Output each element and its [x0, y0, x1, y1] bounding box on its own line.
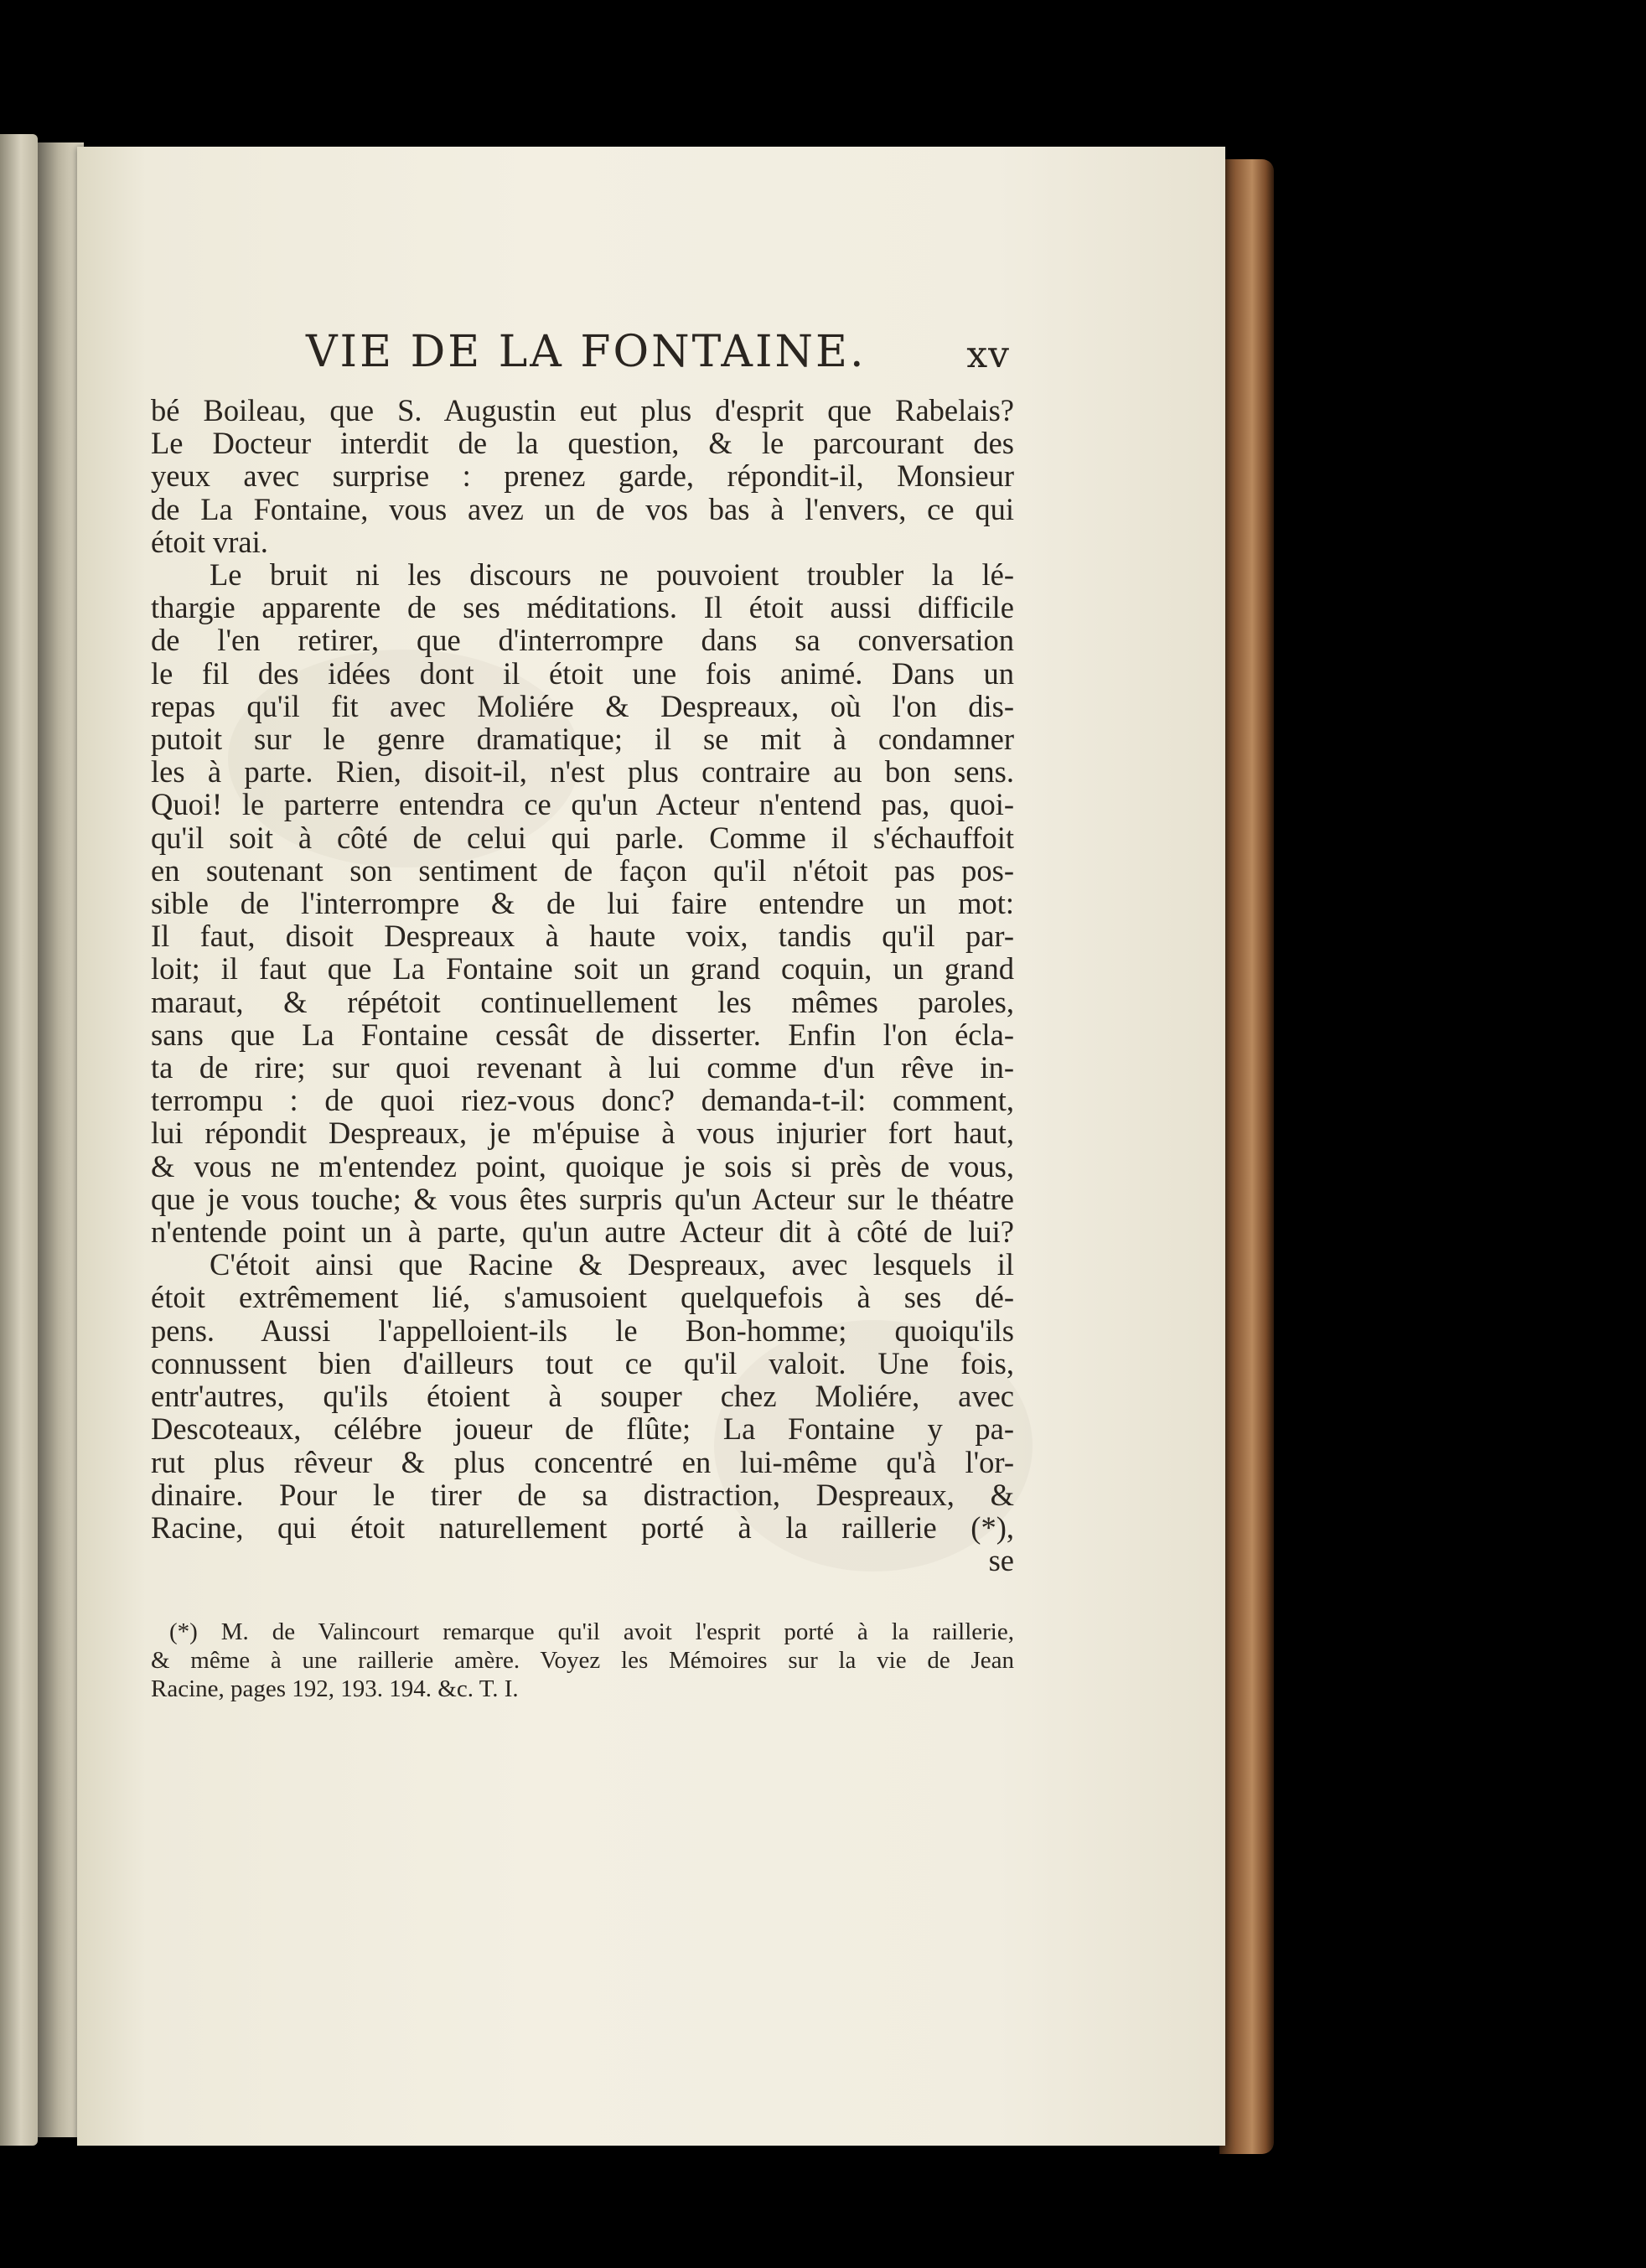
left-page-edge — [0, 134, 38, 2146]
text-line: Le bruit ni les discours ne pouvoient troubler la lé- — [210, 557, 1014, 593]
text-line: repas qu'il fit avec Moliére & Despreaux, où l'on dis- — [151, 688, 1014, 723]
text-line: de l'en retirer, que d'interrompre dans sa conversation — [151, 623, 1014, 658]
text-line: yeux avec surprise : prenez garde, répondit-il, Monsieur — [151, 458, 1014, 494]
text-line: lui répondit Despreaux, je m'épuise à vous injurier fort haut, — [151, 1116, 1014, 1151]
text-line: n'entende point un à parte, qu'un autre Acteur dit à côté de lui? — [151, 1214, 1014, 1250]
text-line: le fil des idées dont il étoit une fois animé. Dans un — [151, 655, 1014, 691]
running-title: VIE DE LA FONTAINE. — [306, 327, 867, 377]
text-line: entr'autres, qu'ils étoient à souper chez Moliére, avec — [151, 1379, 1014, 1414]
running-header — [306, 327, 1010, 386]
text-line: qu'il soit à côté de celui qui parle. Comme il s'échauffoit — [151, 820, 1014, 855]
text-line: dinaire. Pour le tirer de sa distraction, Despreaux, & — [151, 1477, 1014, 1512]
footnote — [151, 1618, 1014, 1703]
text-line: bé Boileau, que S. Augustin eut plus d'esprit que Rabelais? — [151, 393, 1014, 427]
main-text — [151, 394, 1014, 1577]
page-number: xv — [966, 334, 1010, 376]
text-line: les à parte. Rien, disoit-il, n'est plus contraire au bon sens. — [151, 754, 1014, 790]
footnote-line: Racine, pages 192, 193. 194. &c. T. I. — [151, 1675, 519, 1702]
text-line: ta de rire; sur quoi revenant à lui comme d'un rêve in- — [151, 1050, 1014, 1085]
text-line: étoit extrêmement lié, s'amusoient quelquefois à ses dé- — [151, 1280, 1014, 1315]
text-line: sans que La Fontaine cessât de disserter. Enfin l'on écla- — [151, 1017, 1014, 1052]
catchword: se — [988, 1543, 1014, 1578]
footnote-line: & même à une raillerie amère. Voyez les Mémoires sur la vie de Jean — [151, 1647, 1014, 1674]
text-line: loit; il faut que La Fontaine soit un grand coquin, un grand — [151, 951, 1014, 986]
text-line: C'étoit ainsi que Racine & Despreaux, avec lesquels il — [210, 1247, 1014, 1282]
text-line: rut plus rêveur & plus concentré en lui-même qu'à l'or- — [151, 1444, 1014, 1479]
text-line: putoit sur le genre dramatique; il se mit à condamner — [151, 722, 1014, 757]
text-line: & vous ne m'entendez point, quoique je sois si près de vous, — [151, 1148, 1014, 1183]
text-line: sible de l'interrompre & de lui faire entendre un mot: — [151, 886, 1014, 921]
text-line: maraut, & répétoit continuellement les mêmes paroles, — [151, 984, 1014, 1019]
text-line: en soutenant son sentiment de façon qu'il n'étoit pas pos- — [151, 852, 1014, 888]
text-line: Il faut, disoit Despreaux à haute voix, tandis qu'il par- — [151, 919, 1014, 954]
text-line: thargie apparente de ses méditations. Il étoit aussi difficile — [151, 590, 1014, 625]
text-line: étoit vrai. — [151, 524, 268, 559]
text-line: Le Docteur interdit de la question, & le parcourant des — [151, 426, 1014, 461]
text-line: terrompu : de quoi riez-vous donc? demanda-t-il: comment, — [151, 1083, 1014, 1118]
text-line: que je vous touche; & vous êtes surpris qu'un Acteur sur le théatre — [151, 1181, 1014, 1216]
book-cover-edge — [1219, 159, 1274, 2154]
footnote-line: (*) M. de Valincourt remarque qu'il avoit l'esprit porté à la raillerie, — [169, 1618, 1014, 1645]
text-line: Racine, qui étoit naturellement porté à la raillerie (*), — [151, 1509, 1014, 1545]
text-line: pens. Aussi l'appelloient-ils le Bon-homme; quoiqu'ils — [151, 1313, 1014, 1348]
text-line: connussent bien d'ailleurs tout ce qu'il valoit. Une fois, — [151, 1345, 1014, 1380]
text-line: Descoteaux, célébre joueur de flûte; La Fontaine y pa- — [151, 1411, 1014, 1447]
text-line: de La Fontaine, vous avez un de vos bas à l'envers, ce qui — [151, 491, 1014, 526]
text-line: Quoi! le parterre entendra ce qu'un Acteur n'entend pas, quoi- — [151, 787, 1014, 822]
